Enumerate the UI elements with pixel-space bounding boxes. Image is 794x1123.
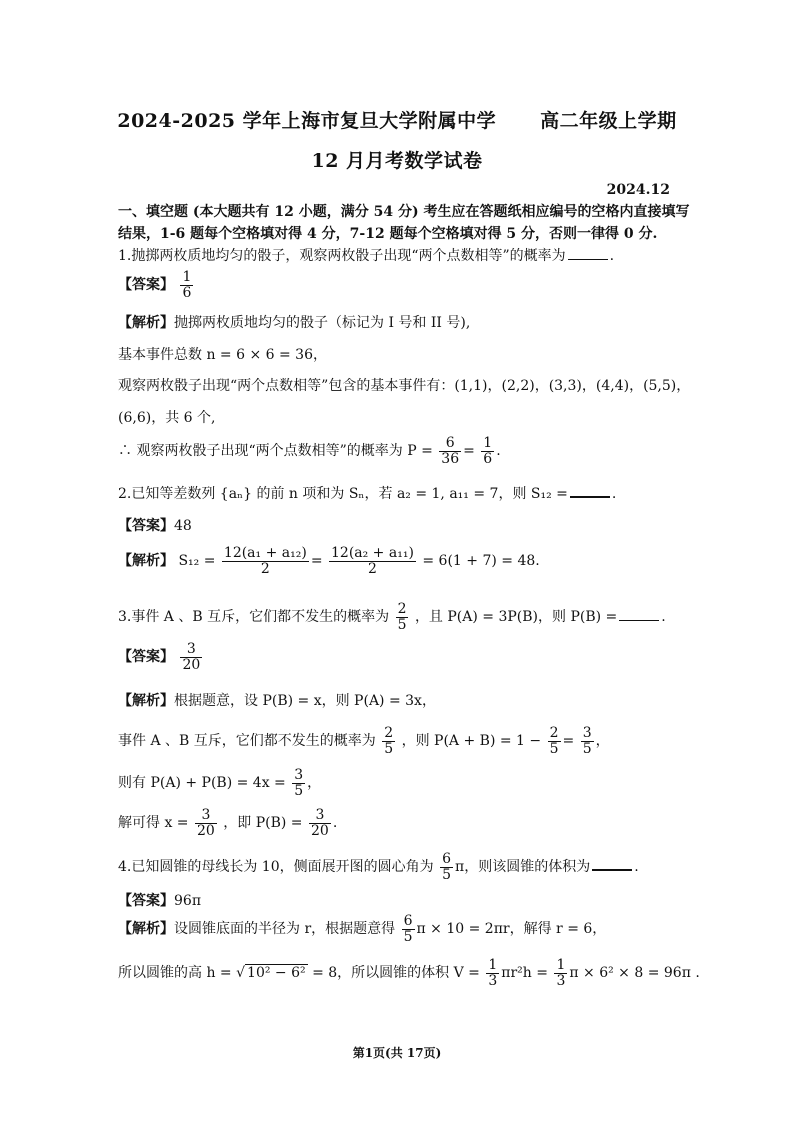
exam-title-line2: 12 月月考数学试卷 (311, 150, 483, 172)
exam-title-line1 (0, 106, 794, 133)
q2-answer-blank (570, 484, 610, 498)
q1-answer: 【答案】 $\frac{1}{6}$ (118, 269, 192, 301)
q2-analysis: 【解析】 S₁₂ = $\frac{\text{12(a₁ + a₁₂)}}{2}$ = $\frac{\text{12(a₂ + a₁₁)}}{2}$ = 6(1 + 7) = 48. (118, 545, 540, 577)
q1-answer-fraction: $\frac{1}{6}$ (182, 269, 192, 301)
q2-stem: 2.已知等差数列 {aₙ} 的前 n 项和为 Sₙ，若 a₂ = 1, a₁₁ = 7，则 S₁₂ = . (118, 486, 617, 502)
q4-analysis-2: 所以圆锥的高 h = √ 10² − 6² = 8，所以圆锥的体积 V = $\frac{1}{3}$ πr²h = $\frac{1}{3}$ π × 6² × 8 = 96π . (118, 957, 700, 989)
q3-stem: 3.事件 A 、B 互斥，它们都不发生的概率为 $\frac{2}{5}$ ，且 P(A) = 3P(B)，则 P(B) = . (118, 601, 666, 633)
q3-analysis-1: 【解析】根据题意，设 P(B) = x，则 P(A) = 3x， (118, 693, 436, 709)
q3-answer-blank (619, 608, 659, 621)
q3-analysis-4: 解可得 x = $\frac{3}{20}$ ，即 P(B) = $\frac{3}{20}$ . (118, 807, 338, 839)
q3-analysis-3: 则有 P(A) + P(B) = 4x = $\frac{3}{5}$ ， (118, 767, 322, 799)
q2-answer: 【答案】48 (118, 518, 192, 534)
q1-analysis-2: 基本事件总数 n = 6 × 6 = 36， (118, 347, 327, 363)
q1-analysis-5: ∴ 观察两枚骰子出现“两个点数相等”的概率为 P = $\frac{6}{36}$ = $\frac{1}{6}$ . (118, 435, 501, 467)
school-title: 2024-2025 学年上海市复旦大学附属中学 (117, 110, 497, 132)
q4-stem: 4.已知圆锥的母线长为 10，侧面展开图的圆心角为 $\frac{6}{5}$ π，则该圆锥的体积为 . (118, 851, 639, 883)
page-footer: 第1页(共 17页) (352, 1046, 442, 1060)
q1-analysis-1: 【解析】抛掷两枚质地均匀的骰子（标记为 I 号和 II 号), (118, 315, 471, 331)
q4-answer: 【答案】96π (118, 893, 202, 909)
section-instructions-2: 结果，1-6 题每个空格填对得 4 分，7-12 题每个空格填对得 5 分，否则一律得 0 分. (118, 226, 658, 242)
grade-title: 高二年级上学期 (540, 110, 677, 132)
exam-date: 2024.12 (606, 182, 670, 198)
q1-analysis-3: 观察两枚骰子出现“两个点数相等”包含的基本事件有：(1,1)，(2,2)，(3,3)，(4,4)，(5,5)， (118, 378, 691, 394)
q4-answer-blank (592, 857, 632, 871)
q1-answer-blank (568, 247, 608, 260)
q3-analysis-2: 事件 A 、B 互斥，它们都不发生的概率为 $\frac{2}{5}$ ，则 P(A + B) = 1 − $\frac{2}{5}$ = $\frac{3}{5}$ ， (118, 725, 610, 757)
q1-analysis-4: (6,6)，共 6 个, (118, 410, 216, 426)
q1-stem: 1.抛掷两枚质地均匀的骰子，观察两枚骰子出现“两个点数相等”的概率为 . (118, 248, 615, 264)
q3-answer: 【答案】 $\frac{3}{20}$ (118, 641, 201, 673)
section-instructions-1: 一、填空题 (本大题共有 12 小题，满分 54 分) 考生应在答题纸相应编号的空格内直接填写 (118, 204, 690, 220)
q4-analysis-1: 【解析】设圆锥底面的半径为 r，根据题意得 $\frac{6}{5}$ π × 10 = 2πr，解得 r = 6， (118, 913, 607, 945)
q3-answer-fraction: $\frac{3}{20}$ (182, 641, 201, 673)
